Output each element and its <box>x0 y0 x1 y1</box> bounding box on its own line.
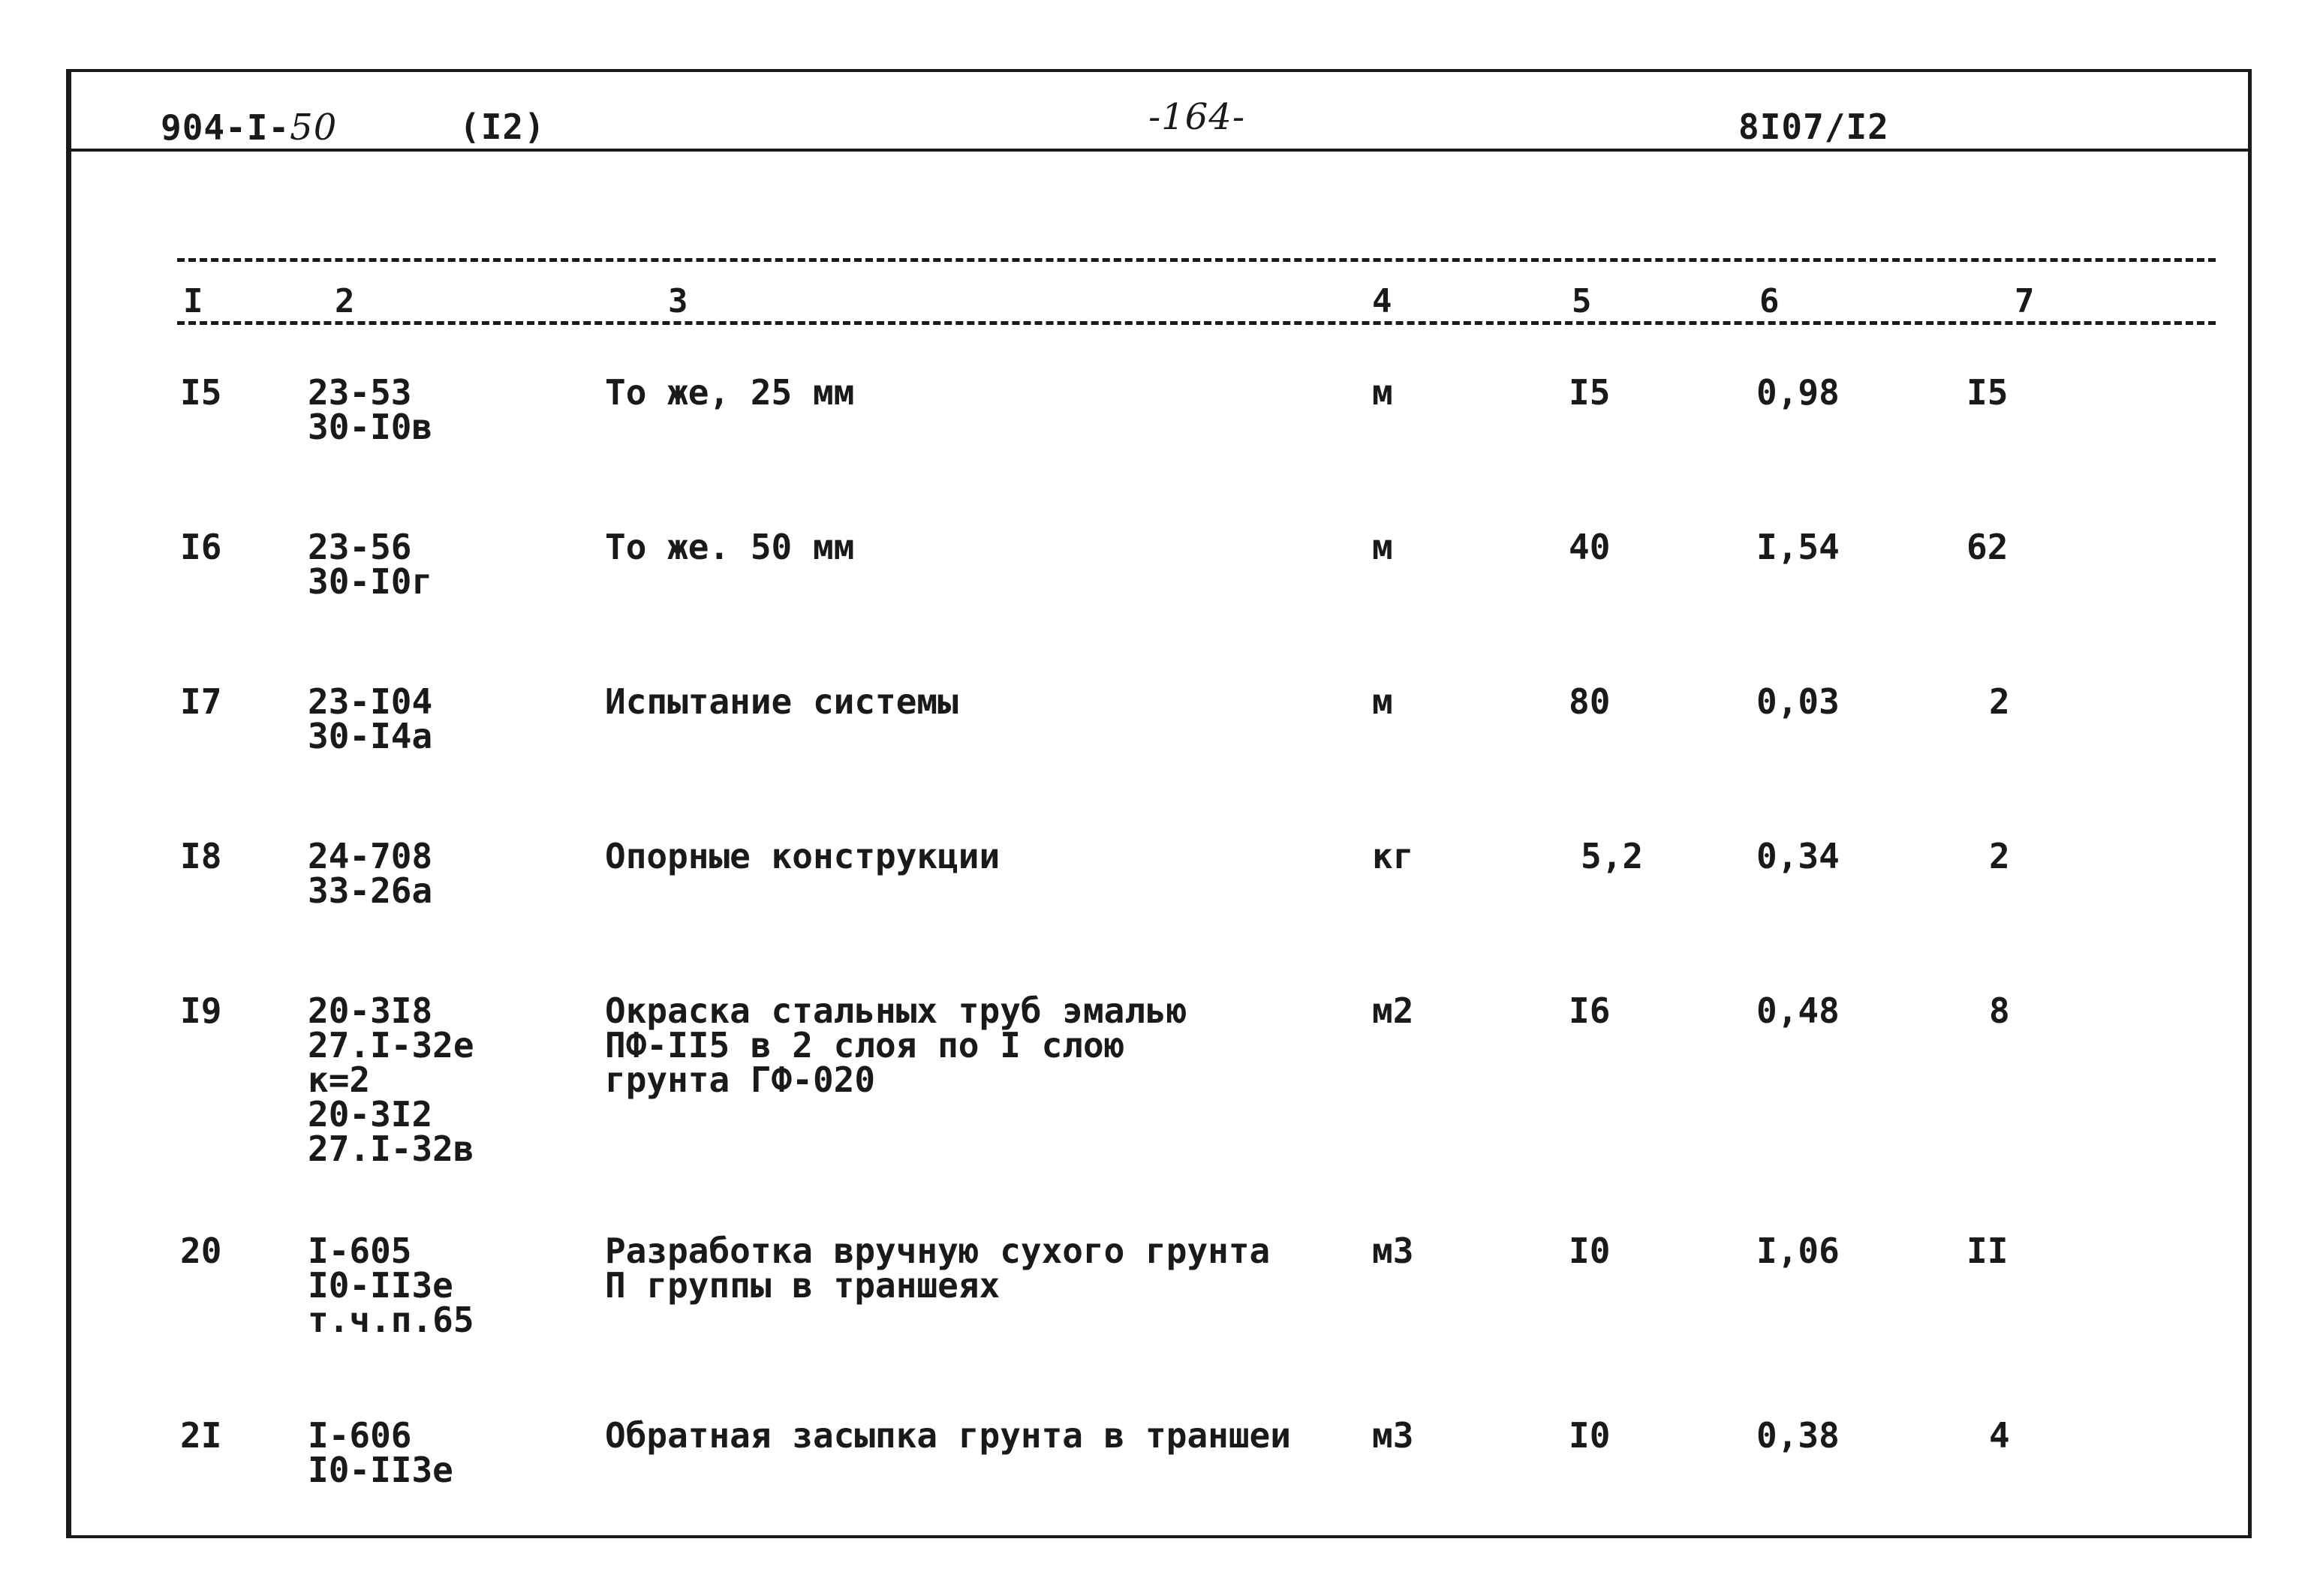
norm-code: I-606 <box>308 1415 412 1456</box>
unit: кг <box>1372 836 1414 876</box>
row-number: 2I <box>180 1415 222 1456</box>
work-description <box>605 836 1001 876</box>
total: 8 <box>1989 990 2010 1031</box>
rate: 0,98 <box>1756 372 1840 413</box>
column-number-3: 3 <box>668 282 688 320</box>
work-description <box>605 681 958 722</box>
description-line: Обратная засыпка грунта в траншеи <box>605 1415 1291 1456</box>
norm-code: 23-I04 <box>308 681 433 722</box>
description-line: Разработка вручную сухого грунта <box>605 1231 1271 1271</box>
norm-code: I0-II3е <box>308 1450 453 1490</box>
quantity: I6 <box>1569 990 1611 1031</box>
column-number-6: 6 <box>1759 282 1780 320</box>
row-number: 20 <box>180 1231 222 1271</box>
column-number-4: 4 <box>1372 282 1392 320</box>
norm-code: 27.I-32е <box>308 1025 474 1066</box>
norm-code: 23-53 <box>308 372 412 413</box>
row-number: I8 <box>180 836 222 876</box>
total: 62 <box>1966 527 2009 567</box>
doc-number-handwritten: 50 <box>290 107 338 149</box>
norm-code: 20-3I8 <box>308 990 433 1031</box>
column-number-1: I <box>183 282 203 320</box>
description-line: Испытание системы <box>605 681 958 722</box>
norm-code: 30-I0в <box>308 407 433 447</box>
norm-code: I-605 <box>308 1231 412 1271</box>
quantity: I0 <box>1569 1231 1611 1271</box>
quantity: 80 <box>1569 681 1611 722</box>
rate: 0,38 <box>1756 1415 1840 1456</box>
unit: м <box>1372 527 1393 567</box>
work-description <box>605 527 855 567</box>
quantity: 40 <box>1569 527 1611 567</box>
norm-code: т.ч.п.65 <box>308 1300 474 1340</box>
norm-codes <box>308 1415 453 1490</box>
norm-codes <box>308 1231 474 1340</box>
norm-code: 20-3I2 <box>308 1094 433 1135</box>
work-description <box>605 1231 1271 1306</box>
unit: м3 <box>1372 1231 1414 1271</box>
unit: м <box>1372 372 1393 413</box>
norm-code: 33-26а <box>308 870 433 911</box>
rate: 0,48 <box>1756 990 1840 1031</box>
description-line: Окраска стальных труб эмалью <box>605 990 1187 1031</box>
description-line: ПФ-II5 в 2 слоя по I слою <box>605 1025 1125 1066</box>
norm-codes <box>308 681 433 756</box>
sheet-code: 8I07/I2 <box>1738 107 1889 147</box>
row-number: I5 <box>180 372 222 413</box>
rate: 0,34 <box>1756 836 1840 876</box>
description-line: П группы в траншеях <box>605 1265 1001 1306</box>
total: II <box>1966 1231 2009 1271</box>
work-description <box>605 1415 1291 1456</box>
work-description <box>605 990 1187 1100</box>
unit: м <box>1372 681 1393 722</box>
norm-codes <box>308 836 433 911</box>
work-description <box>605 372 855 413</box>
quantity: 5,2 <box>1581 836 1644 876</box>
total: 2 <box>1989 681 2010 722</box>
doc-part: (I2) <box>459 107 546 147</box>
rate: 0,03 <box>1756 681 1840 722</box>
norm-code: I0-II3е <box>308 1265 453 1306</box>
column-number-5: 5 <box>1572 282 1592 320</box>
quantity: I0 <box>1569 1415 1611 1456</box>
norm-code: 27.I-32в <box>308 1129 474 1169</box>
unit: м3 <box>1372 1415 1414 1456</box>
norm-codes <box>308 990 474 1169</box>
total: 4 <box>1989 1415 2010 1456</box>
rate: I,54 <box>1756 527 1840 567</box>
row-number: I7 <box>180 681 222 722</box>
rate: I,06 <box>1756 1231 1840 1271</box>
norm-codes <box>308 372 433 447</box>
header-rule <box>66 149 2249 152</box>
description-line: То же, 25 мм <box>605 372 855 413</box>
unit: м2 <box>1372 990 1414 1031</box>
norm-code: к=2 <box>308 1059 371 1100</box>
norm-code: 30-I0г <box>308 561 433 602</box>
row-number: I6 <box>180 527 222 567</box>
row-number: I9 <box>180 990 222 1031</box>
description-line: То же. 50 мм <box>605 527 855 567</box>
column-number-2: 2 <box>335 282 355 320</box>
total: I5 <box>1966 372 2009 413</box>
norm-codes <box>308 527 433 602</box>
doc-prefix: 904-I- <box>161 107 290 148</box>
table-top-dashed-rule <box>177 258 2216 262</box>
description-line: Опорные конструкции <box>605 836 1001 876</box>
total: 2 <box>1989 836 2010 876</box>
doc-designation <box>161 107 337 149</box>
description-line: грунта ГФ-020 <box>605 1059 876 1100</box>
norm-code: 23-56 <box>308 527 412 567</box>
norm-code: 24-708 <box>308 836 433 876</box>
column-number-dashed-rule <box>177 321 2216 325</box>
page-number: -164- <box>1148 96 1246 138</box>
quantity: I5 <box>1569 372 1611 413</box>
column-number-7: 7 <box>2015 282 2035 320</box>
norm-code: 30-I4а <box>308 716 433 756</box>
